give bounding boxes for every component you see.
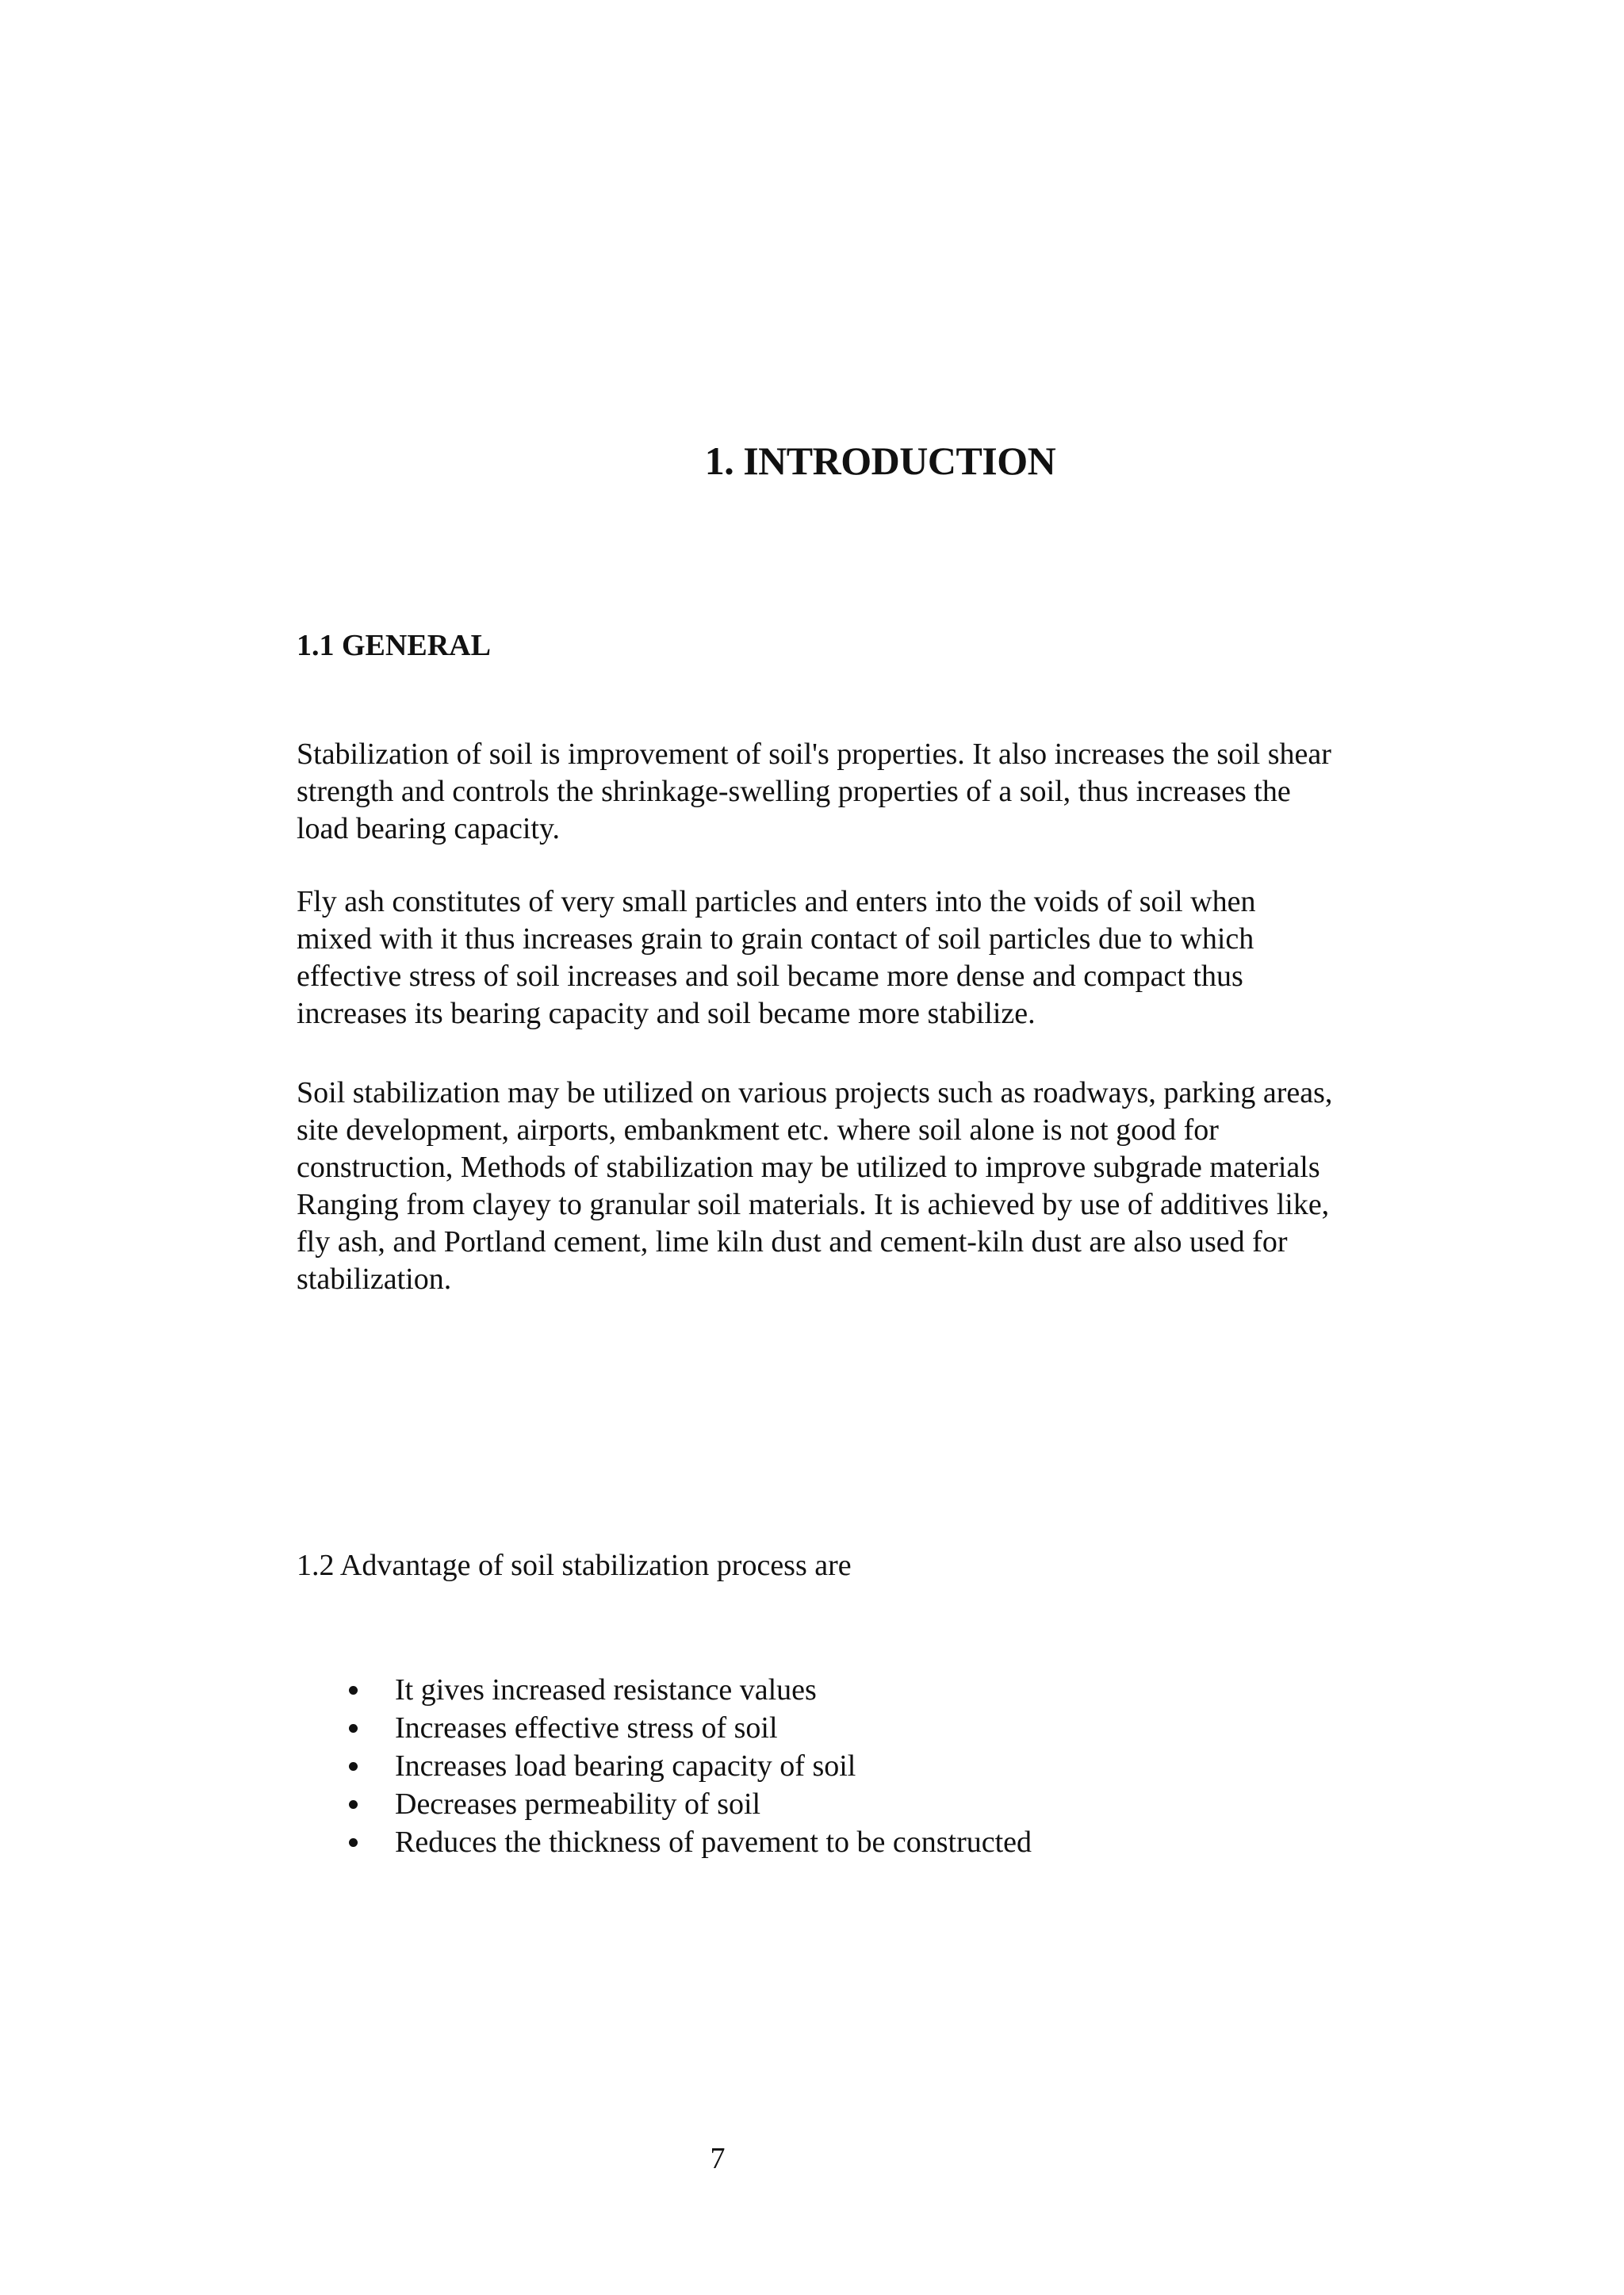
paragraph-line: increases its bearing capacity and soil became more stabilize. (297, 997, 1036, 1030)
paragraph-line: stabilization. (297, 1262, 452, 1296)
bullet-icon (349, 1838, 358, 1847)
advantages-heading: 1.2 Advantage of soil stabilization process are (297, 1549, 852, 1582)
list-item (297, 1671, 1032, 1709)
list-item (297, 1747, 1032, 1785)
paragraph-1 (297, 736, 1438, 848)
bullet-icon (349, 1686, 358, 1695)
list-item-text: Reduces the thickness of pavement to be constructed (395, 1826, 1032, 1859)
paragraph-line: Ranging from clayey to granular soil materials. It is achieved by use of additives like, (297, 1188, 1330, 1221)
paragraph-2 (297, 883, 1438, 1033)
list-item-text: Decreases permeability of soil (395, 1787, 761, 1821)
paragraph-line: load bearing capacity. (297, 812, 560, 845)
paragraph-line: mixed with it thus increases grain to grain contact of soil particles due to which (297, 922, 1254, 956)
paragraph-line: site development, airports, embankment etc. where soil alone is not good for (297, 1113, 1219, 1147)
list-item-text: Increases effective stress of soil (395, 1711, 778, 1745)
list-item (297, 1709, 1032, 1747)
section-heading-general: 1.1 GENERAL (297, 629, 491, 662)
paragraph-3 (297, 1075, 1438, 1298)
page-number: 7 (710, 2142, 726, 2175)
page-title: 1. INTRODUCTION (704, 439, 1056, 483)
bullet-icon (349, 1762, 358, 1771)
paragraph-line: fly ash, and Portland cement, lime kiln dust and cement-kiln dust are also used for (297, 1225, 1288, 1259)
bullet-icon (349, 1724, 358, 1733)
paragraph-line: Stabilization of soil is improvement of soil's properties. It also increases the soil shear (297, 738, 1331, 771)
list-item-text: Increases load bearing capacity of soil (395, 1749, 856, 1783)
bullet-icon (349, 1800, 358, 1809)
paragraph-line: Fly ash constitutes of very small particles and enters into the voids of soil when (297, 885, 1256, 918)
paragraph-line: effective stress of soil increases and soil became more dense and compact thus (297, 960, 1243, 993)
list-item (297, 1785, 1032, 1823)
paragraph-line: Soil stabilization may be utilized on various projects such as roadways, parking areas, (297, 1076, 1333, 1109)
list-item-text: It gives increased resistance values (395, 1673, 817, 1707)
paragraph-line: strength and controls the shrinkage-swelling properties of a soil, thus increases the (297, 775, 1291, 808)
list-item (297, 1823, 1032, 1861)
paragraph-line: construction, Methods of stabilization may be utilized to improve subgrade materials (297, 1151, 1320, 1184)
advantages-list (297, 1671, 1032, 1861)
